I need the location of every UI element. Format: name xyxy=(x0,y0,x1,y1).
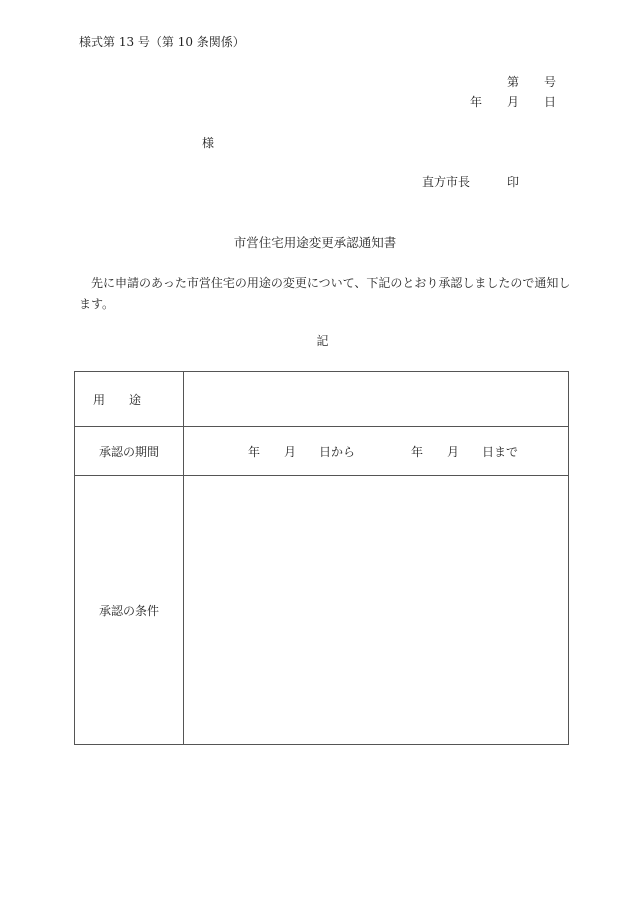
ki-marker: 記 xyxy=(316,334,329,348)
issuer-name: 直方市長 xyxy=(422,175,471,189)
period-to-day: 日まで xyxy=(482,445,519,459)
table-row-conditions xyxy=(75,476,569,745)
period-from-day: 日から xyxy=(319,445,356,459)
conditions-label: 承認の条件 xyxy=(98,603,159,618)
period-to-year: 年 xyxy=(411,445,424,459)
table-row-purpose xyxy=(75,372,569,427)
purpose-value-cell xyxy=(184,372,569,427)
table-row-period xyxy=(75,427,569,476)
number-prefix: 第 xyxy=(507,75,520,89)
date-month: 月 xyxy=(507,95,520,109)
period-from-month: 月 xyxy=(284,445,297,459)
period-label-cell xyxy=(75,427,184,476)
addressee-honorific: 様 xyxy=(202,136,215,150)
period-label: 承認の期間 xyxy=(98,444,159,459)
conditions-value-cell xyxy=(184,476,569,745)
number-suffix: 号 xyxy=(544,75,557,89)
purpose-label-cell xyxy=(75,372,184,427)
approval-table xyxy=(74,371,569,745)
body-text: 先に申請のあった市営住宅の用途の変更について、下記のとおり承認しましたので通知します。 xyxy=(79,276,571,311)
issuer-seal: 印 xyxy=(507,175,520,189)
period-from-year: 年 xyxy=(248,445,261,459)
document-title: 市営住宅用途変更承認通知書 xyxy=(233,235,397,250)
purpose-label: 用途 xyxy=(92,392,165,407)
period-to-month: 月 xyxy=(447,445,460,459)
date-year: 年 xyxy=(470,95,483,109)
date-day: 日 xyxy=(544,95,557,109)
conditions-label-cell xyxy=(75,476,184,745)
form-label: 様式第 13 号（第 10 条関係） xyxy=(79,35,245,49)
period-value-cell xyxy=(184,427,569,476)
